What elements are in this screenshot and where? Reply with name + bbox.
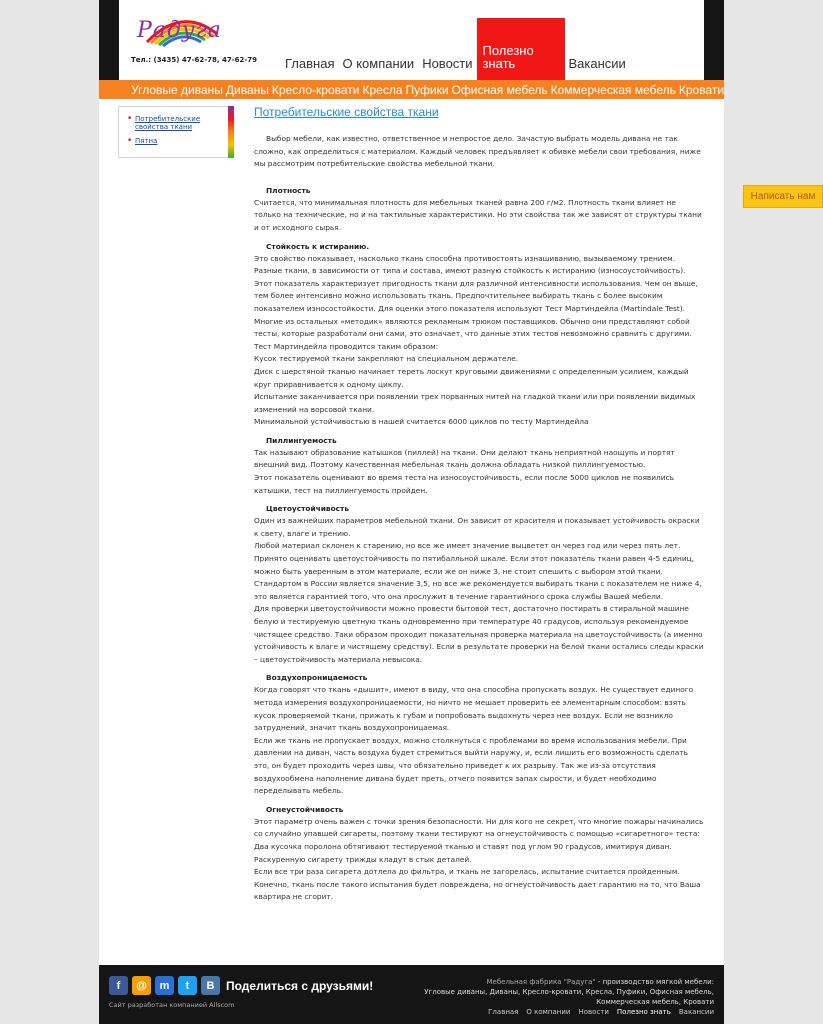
article-section (254, 672, 704, 797)
facebook-icon[interactable]: f (109, 976, 128, 995)
footer-nav-news[interactable]: Новости (578, 1008, 609, 1016)
write-to-us-button[interactable]: Написать нам (743, 185, 823, 208)
footer-products-2: Коммерческая мебель, Кровати (596, 998, 714, 1006)
nav-about[interactable]: О компании (342, 56, 415, 71)
twitter-icon[interactable]: t (178, 976, 197, 995)
article (254, 105, 704, 910)
nav-vacancies[interactable]: Вакансии (568, 56, 626, 71)
nav-useful[interactable]: Полезно знать (477, 18, 565, 80)
left-dark-bar (99, 0, 119, 80)
article-section (254, 503, 704, 666)
footer-company-suffix: - производство мягкой мебели: (595, 978, 714, 986)
phone-numbers: Тел.: (3435) 47-62-78, 47-62-79 (131, 56, 258, 64)
section-heading: Стойкость к истиранию. (266, 241, 370, 251)
article-section (254, 435, 704, 497)
category-bar (99, 80, 724, 99)
section-heading: Пиллингуемость (266, 435, 337, 445)
footer (99, 965, 724, 1024)
logo-text[interactable]: Радуга (137, 18, 222, 43)
article-section (254, 185, 704, 235)
cat-sofas[interactable]: Диваны (225, 82, 269, 97)
section-text: Это свойство показывает, насколько ткань способна противостоять изнашиванию, вызываемому трением. Разные ткани, в зависимости от типа и состава, имеют разную стойкость к истиранию (износоустойчивость). Этот показатель характеризует пригодность ткани для различной интенсивности использования. Чем он выше, тем более интенсивно можно использовать ткань. Предпочтительнее выбирать ткань с более высоким показателем износостойкости. Для оценки этого показателя используют Тест Мартиндейла (Martindale Test). Многие из остальных «методик» являются рекламным трюком поставщиков. Обычно они представляют собой тесты, которые разработали они сами, это означает, что данные этих тестов невозможно сравнить с другими. Тест Мартиндейла проводится таким образом: Кусок тестируемой ткани закрепляют на специальном держателе. Диск с шерстяной тканью начинает тереть лоскут круговыми движениями с определенным усилием, каждый круг приравнивается к одному циклу. Испытание заканчивается при появлении трех порванных нитей на гладкой ткани или при появлении видимых изменений на ворсовой ткани. Минимальной устойчивостью в нашей считается 6000 циклов по тесту Мартиндейла (254, 253, 698, 427)
cat-beds[interactable]: Кровати (678, 82, 725, 97)
vk-icon[interactable]: B (201, 976, 220, 995)
social-links (109, 976, 373, 995)
footer-nav (480, 1008, 714, 1016)
myworld-icon[interactable]: m (155, 976, 174, 995)
nav-home[interactable]: Главная (285, 56, 335, 71)
section-heading: Огнеустойчивость (266, 804, 344, 814)
footer-info (414, 977, 714, 1007)
content-area (99, 99, 724, 965)
section-text: Один из важнейших параметров мебельной ткани. Он зависит от красителя и показывает устойчивость окраски к свету, влаге и трению. Любой материал склонен к старению, но все же имеет значение выцветет он через год или через пять лет. Принято оценивать цветоустойчивость по пятибалльной шкале. Если этот показатель ткани равен 4-5 единиц, можно быть уверенным в этом материале, если же он ниже 3, не стоит спешить с выбором этой ткани. Стандартом в России является значение 3,5, но все же рекомендуется выбирать ткани с показателем не ниже 4, это является гарантией того, что она прослужит в течение гарантийного срока службы Вашей мебели. Для проверки цветоустойчивости можно провести бытовой тест, достаточно постирать в стиральной машине белую и тестируемую цветную ткань одновременно при температуре 40 градусов, используя рекомендуемое чистящее средство. Таки образом проходит показательная проверка материала на цветоустойчивость (а именно устойчивость к влаге и чистящему средству). Если в результате проверки на белой ткани остались следы краски – цветоустойчивость материала невысока. (254, 516, 704, 664)
section-text: Когда говорят что ткань «дышит», имеют в виду, что она способна пропускать воздух. Не существует единого метода измерения воздухопроницаемости, но ничто не мешает проверить ее элементарным способом: взять кусок проверяемой ткани, прижать к губам и попробовать выдохнуть через нее воздух. Если не возникло затруднений, значит ткань воздухопроницаемая. Если же ткань не пропускает воздух, можно столкнуться с проблемами во время использования мебели. При давлении на диван, часть воздуха будет стремиться выйти наружу, и, если лишить его возможность сделать это, он будет проходить через швы, что обязательно приведет к их разрыву. Так же из-за отсутствия воздухообмена наполнение дивана будет преть, отчего появится запах сырости, и будет необходимо переделывать мебель. (254, 685, 694, 796)
section-text: Так называют образование катышков (пиллей) на ткани. Они делают ткань неприятной наощупь и портят внешний вид. Поэтому качественная мебельная ткань должна обладать низкой пиллингуемостью. Этот показатель оценивают во время теста на износоустойчивость, если после 5000 циклов не появились катышки, тест на пиллингуемость пройден. (254, 447, 675, 495)
page (99, 0, 724, 1024)
article-sections (254, 185, 704, 904)
developer-credit[interactable]: Сайт разработан компанией Allscom (109, 1001, 235, 1009)
article-intro: Выбор мебели, как известно, ответственное и непростое дело. Зачастую выбрать модель дивана не так сложно, как определиться с материалом. Каждый человек предъявляет к обивке мебели свои требования, ниже мы рассмотрим потребительские свойства мебельной ткани. (254, 134, 701, 169)
article-section (254, 804, 704, 904)
nav-news[interactable]: Новости (422, 56, 473, 71)
section-heading: Плотность (266, 185, 311, 195)
rainbow-strip (228, 106, 234, 158)
article-section (254, 241, 704, 429)
footer-company: Мебельная фабрика "Радуга" (486, 978, 596, 986)
section-heading: Цветоустойчивость (266, 504, 349, 514)
header (119, 0, 704, 80)
mail-icon[interactable]: @ (132, 976, 151, 995)
cat-poufs[interactable]: Пуфики (405, 82, 449, 97)
section-text: Считается, что минимальная плотность для мебельных тканей равна 200 г/м2. Плотность ткани влияет не только на технические, но и на тактильные характеристики. Но эти свойства так же зависят от структуры ткани и от исходного сырья. (254, 197, 702, 232)
footer-products: Угловые диваны, Диваны, Кресло-кровати, Кресла, Пуфики, Офисная мебель, (424, 988, 714, 996)
cat-corner-sofas[interactable]: Угловые диваны (131, 82, 223, 97)
share-label: Поделиться с друзьями! (226, 978, 374, 993)
section-heading: Воздухопроницаемость (266, 673, 368, 683)
section-text: Этот параметр очень важен с точки зрения безопасности. Ни для кого не секрет, что многие пожары начинались со случайно упавшей сигареты, поэтому ткани тестируют на огнеустойчивость с помощью «сигаретного» теста: Два кусочка поролона обтягивают тестируемой тканью и ставят под углом 90 градусов, имитируя диван. Раскуренную сигарету трижды кладут в стык деталей. Если все три раза сигарета дотлела до фильтра, и ткань не загорелась, испытание считается пройденным. Конечно, ткань после такого испытания будет повреждена, но огнеустойчивость дает гарантию на то, что Ваша квартира не сгорит. (254, 816, 704, 902)
right-dark-bar (704, 0, 724, 80)
sidebar-item-stains[interactable]: • Пятна (127, 137, 224, 145)
cat-commercial[interactable]: Коммерческая мебель (550, 82, 676, 97)
footer-nav-useful[interactable]: Полезно знать (616, 1008, 671, 1016)
cat-armchairs[interactable]: Кресла (362, 82, 403, 97)
sidebar (118, 106, 233, 158)
cat-office[interactable]: Офисная мебель (451, 82, 548, 97)
cat-chair-beds[interactable]: Кресло-кровати (271, 82, 360, 97)
footer-nav-about[interactable]: О компании (526, 1008, 571, 1016)
page-title: Потребительские свойства ткани (254, 105, 439, 119)
sidebar-item-fabric-properties[interactable]: • Потребительские свойства ткани (127, 115, 224, 131)
top-nav (281, 18, 630, 80)
footer-nav-home[interactable]: Главная (488, 1008, 519, 1016)
footer-nav-vacancies[interactable]: Вакансии (678, 1008, 714, 1016)
